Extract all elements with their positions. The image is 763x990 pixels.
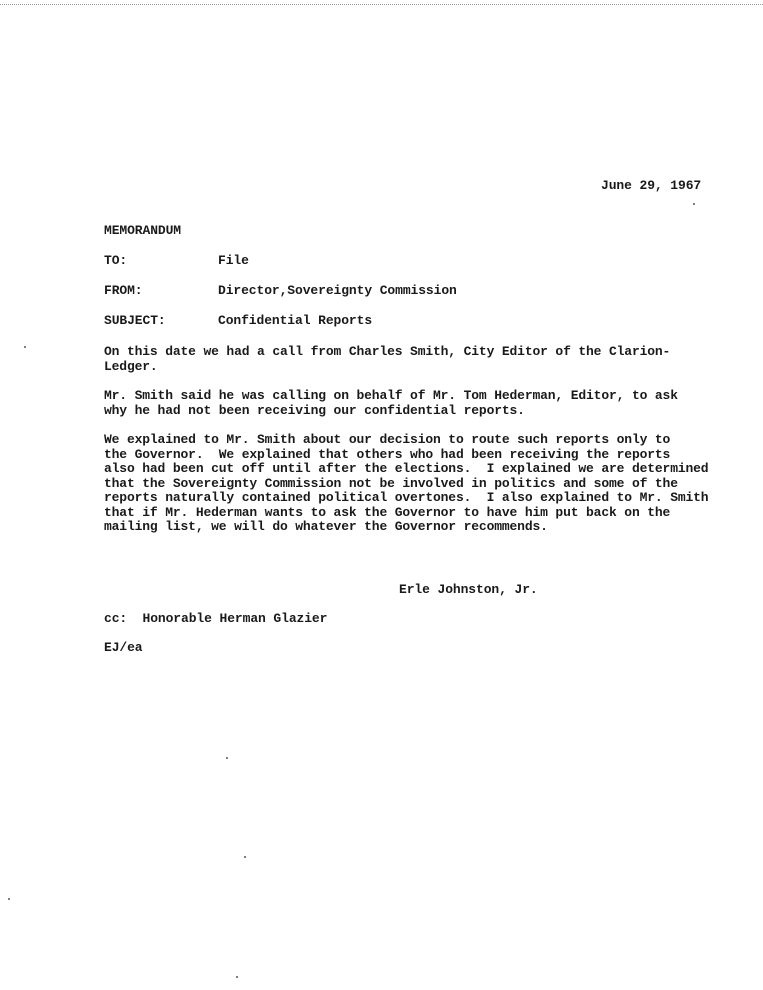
memo-heading: MEMORANDUM [104,223,182,238]
paragraph-line: reports naturally contained political overtones. I also explained to Mr. Smith [104,490,709,505]
subject-label: SUBJECT: [104,313,166,328]
paragraph-line: also had been cut off until after the elections. I explained we are determined [104,461,709,476]
scan-speck [24,346,26,348]
paragraph-line: that the Sovereignty Commission not be involved in politics and some of the [104,475,678,491]
scan-speck [244,856,246,858]
paragraph-explanation [104,433,708,535]
paragraph-line: why he had not been receiving our confidential reports. [104,402,525,418]
paragraph-request [104,389,678,418]
carbon-copy-line: cc: Honorable Herman Glazier [104,611,328,626]
typist-initials: EJ/ea [104,640,143,655]
from-label: FROM: [104,283,143,298]
paragraph-line: mailing list, we will do whatever the Governor recommends. [104,519,548,534]
paragraph-line: Ledger. [104,358,158,374]
scan-speck [8,898,10,900]
signature: Erle Johnston, Jr. [399,582,538,597]
scan-speck [236,976,238,978]
paragraph-line: We explained to Mr. Smith about our decision to route such reports only to [104,432,671,447]
paragraph-line: that if Mr. Hederman wants to ask the Governor to have him put back on the [104,504,671,520]
to-label: TO: [104,253,128,268]
subject-value: Confidential Reports [218,313,373,328]
paragraph-call [104,345,670,374]
paragraph-line: On this date we had a call from Charles Smith, City Editor of the Clarion- [104,344,671,359]
scan-speck [693,203,695,205]
memo-date: June 29, 1967 [601,178,702,193]
paragraph-line: the Governor. We explained that others who had been receiving the reports [104,446,671,462]
paragraph-line: Mr. Smith said he was calling on behalf of Mr. Tom Hederman, Editor, to ask [104,388,678,403]
page-top-edge [0,4,763,5]
scan-speck [226,757,228,759]
from-value: Director,Sovereignty Commission [218,283,457,298]
to-value: File [218,253,249,268]
